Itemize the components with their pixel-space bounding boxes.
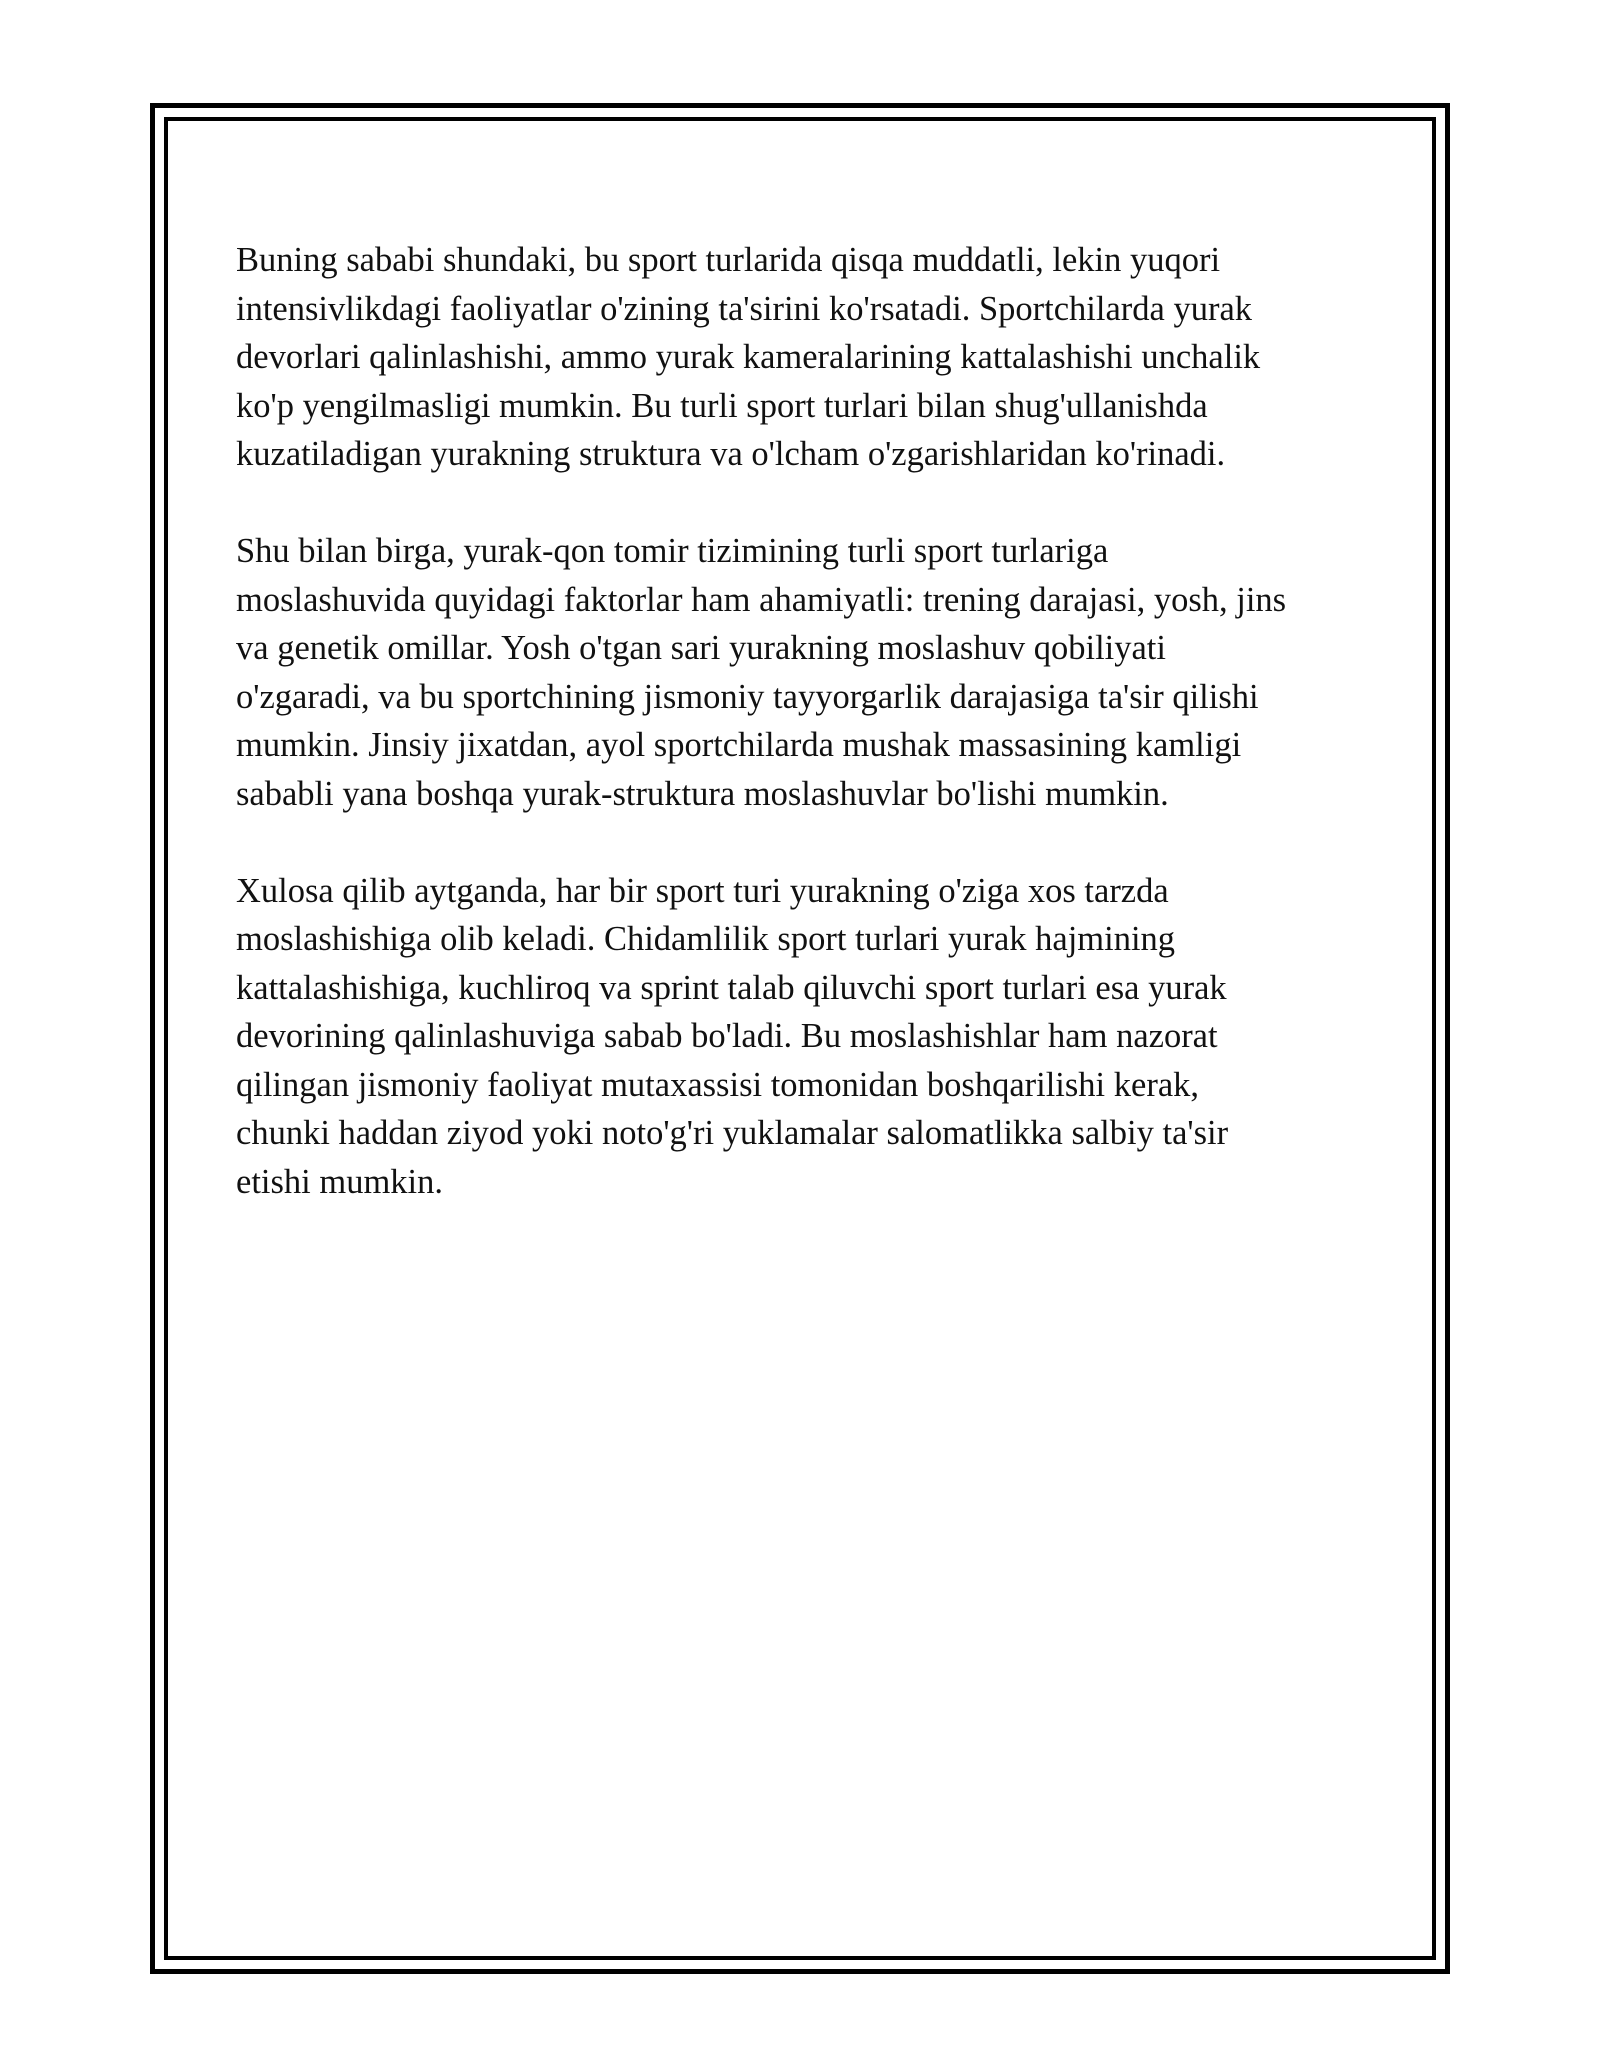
text-line: Shu bilan birga, yurak-qon tomir tizimining turli sport turlariga xyxy=(236,532,1109,570)
text-line: mumkin. Jinsiy jixatdan, ayol sportchilarda mushak massasining kamligi xyxy=(236,726,1242,764)
text-line: devorlari qalinlashishi, ammo yurak kameralarining kattalashishi unchalik xyxy=(236,338,1261,376)
paragraph-3 xyxy=(236,867,1366,1207)
text-line: sababli yana boshqa yurak-struktura moslashuvlar bo'lishi mumkin. xyxy=(236,774,1169,813)
text-line: va genetik omillar. Yosh o'tgan sari yurakning moslashuv qobiliyati xyxy=(236,629,1166,667)
text-line: kuzatiladigan yurakning struktura va o'lcham o'zgarishlaridan ko'rinadi. xyxy=(236,435,1226,473)
text-line: qilingan jismoniy faoliyat mutaxassisi tomonidan boshqarilishi kerak, xyxy=(236,1065,1200,1104)
text-line: chunki haddan ziyod yoki noto'g'ri yuklamalar salomatlikka salbiy ta'sir xyxy=(236,1114,1229,1152)
text-line: devorining qalinlashuviga sabab bo'ladi. Bu moslashishlar ham nazorat xyxy=(236,1017,1218,1055)
text-line: moslashishiga olib keladi. Chidamlilik sport turlari yurak hajmining xyxy=(236,920,1176,958)
paragraph-2 xyxy=(236,527,1366,818)
text-line: intensivlikdagi faoliyatlar o'zining ta'sirini ko'rsatadi. Sportchilarda yurak xyxy=(236,289,1253,328)
text-line: Xulosa qilib aytganda, har bir sport turi yurakning o'ziga xos tarzda xyxy=(236,871,1169,910)
document-body xyxy=(236,236,1366,1255)
text-line: kattalashishiga, kuchliroq va sprint talab qiluvchi sport turlari esa yurak xyxy=(236,968,1227,1007)
paragraph-1 xyxy=(236,236,1366,479)
text-line: moslashuvida quyidagi faktorlar ham ahamiyatli: trening darajasi, yosh, jins xyxy=(236,580,1287,619)
text-line: ko'p yengilmasligi mumkin. Bu turli sport turlari bilan shug'ullanishda xyxy=(236,386,1208,425)
text-line: etishi mumkin. xyxy=(236,1162,443,1201)
text-line: o'zgaradi, va bu sportchining jismoniy tayyorgarlik darajasiga ta'sir qilishi xyxy=(236,677,1259,716)
text-line: Buning sababi shundaki, bu sport turlarida qisqa muddatli, lekin yuqori xyxy=(236,241,1221,279)
